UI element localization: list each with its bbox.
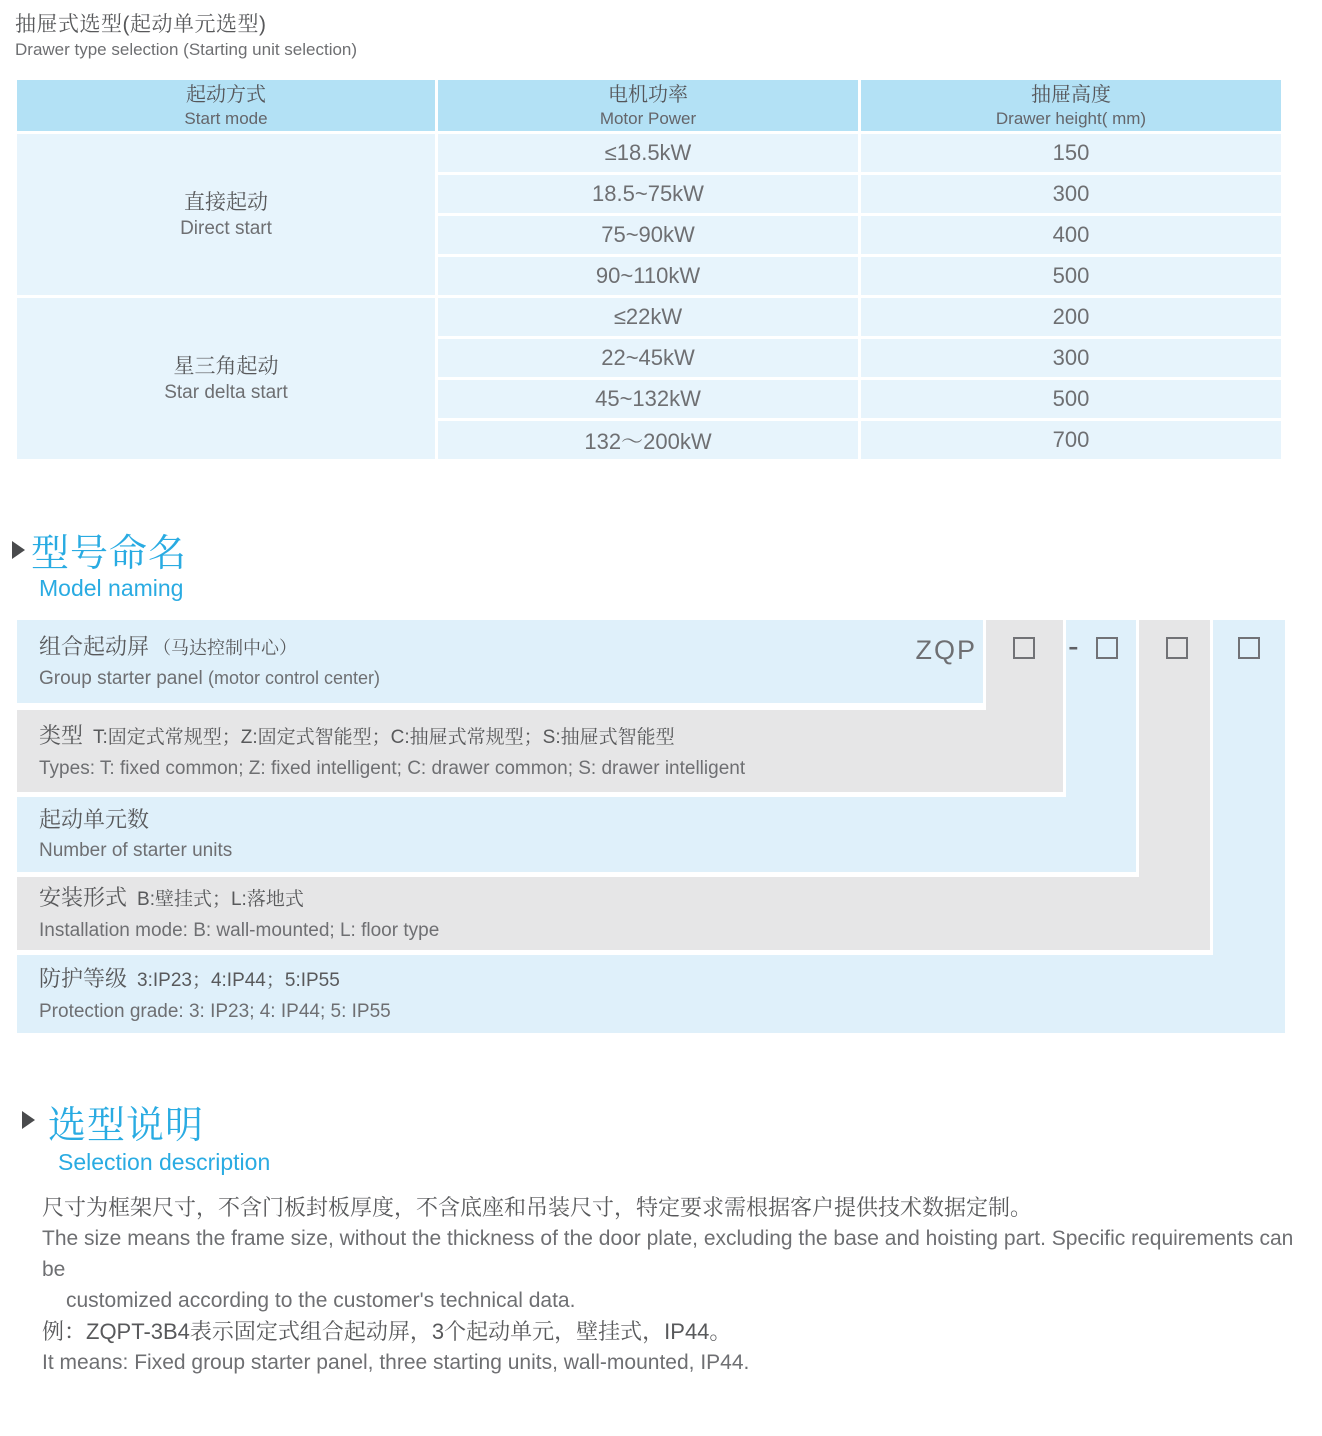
col-header-drawer-height xyxy=(861,80,1281,131)
code-placeholder-box-icon xyxy=(1238,637,1260,659)
col-header-start-mode-cn: 起动方式 xyxy=(186,83,266,106)
table-row xyxy=(17,298,1281,336)
power-cell: 18.5~75kW xyxy=(438,175,858,213)
power-cell: 132～200kW xyxy=(438,421,858,459)
col-header-motor-power-en: Motor Power xyxy=(599,108,697,128)
group-label-en: Star delta start xyxy=(164,381,288,403)
naming-row-cn-sub: （马达控制中心） xyxy=(153,637,298,658)
power-cell: 90~110kW xyxy=(438,257,858,295)
col-header-start-mode xyxy=(17,80,435,131)
model-naming-diagram xyxy=(17,620,1285,1035)
col-header-motor-power xyxy=(438,80,858,131)
naming-row-type xyxy=(17,710,1063,792)
description-line-cn: 尺寸为框架尺寸，不含门板封板厚度，不含底座和吊装尺寸，特定要求需根据客户提供技术数据定制。 xyxy=(42,1195,1033,1220)
naming-row-installation xyxy=(17,877,1210,950)
height-cell: 500 xyxy=(861,380,1281,418)
group-label-cn: 直接起动 xyxy=(184,190,268,214)
naming-row-cn: 防护等级 xyxy=(39,965,128,991)
height-cell: 300 xyxy=(861,339,1281,377)
code-dash-separator: - xyxy=(1068,628,1079,664)
height-cell: 200 xyxy=(861,298,1281,336)
height-cell: 500 xyxy=(861,257,1281,295)
section-heading-model-naming-cn: 型号命名 xyxy=(31,533,188,575)
power-cell: 22~45kW xyxy=(438,339,858,377)
naming-row-cn: 组合起动屏 xyxy=(39,633,150,659)
start-mode-group-star-delta xyxy=(17,298,435,459)
col-header-start-mode-en: Start mode xyxy=(184,108,268,128)
naming-row-cn: 起动单元数 xyxy=(39,807,150,832)
group-label-cn: 星三角起动 xyxy=(173,354,279,378)
naming-row-cn-sub: B:壁挂式；L:落地式 xyxy=(137,889,304,910)
naming-row-en: Installation mode: B: wall-mounted; L: floor type xyxy=(39,920,440,941)
model-prefix-label: ZQP xyxy=(915,635,977,665)
section-heading-selection-cn: 选型说明 xyxy=(48,1105,205,1147)
naming-row-en: Number of starter units xyxy=(39,840,233,861)
section-bullet-icon xyxy=(12,541,25,559)
section-heading-selection-en: Selection description xyxy=(58,1149,271,1175)
height-cell: 400 xyxy=(861,216,1281,254)
col-header-motor-power-cn: 电机功率 xyxy=(608,83,688,106)
code-placeholder-box-icon xyxy=(1096,637,1118,659)
group-label-en: Direct start xyxy=(180,217,272,239)
power-cell: 45~132kW xyxy=(438,380,858,418)
naming-row-units xyxy=(17,797,1136,872)
naming-row-en: Protection grade: 3: IP23; 4: IP44; 5: IP55 xyxy=(39,1000,391,1022)
height-cell: 150 xyxy=(861,134,1281,172)
table-row xyxy=(17,134,1281,172)
example-line-en: It means: Fixed group starter panel, three starting units, wall-mounted, IP44. xyxy=(42,1351,750,1374)
section-heading-model-naming-en: Model naming xyxy=(39,575,184,601)
power-cell: 75~90kW xyxy=(438,216,858,254)
page-title-en: Drawer type selection (Starting unit selection) xyxy=(15,40,358,59)
start-mode-group-direct xyxy=(17,134,435,295)
selection-description-text xyxy=(42,1192,1294,1378)
height-cell: 300 xyxy=(861,175,1281,213)
naming-row-protection xyxy=(17,955,1285,1033)
naming-row-en: Group starter panel xyxy=(39,667,203,689)
drawer-selection-table xyxy=(14,77,1284,462)
col-header-drawer-height-en: Drawer height( mm) xyxy=(995,108,1147,128)
page-title-cn: 抽屉式选型(起动单元选型) xyxy=(15,13,267,36)
col-header-drawer-height-cn: 抽屉高度 xyxy=(1031,83,1111,106)
code-placeholder-box-icon xyxy=(1166,637,1188,659)
description-line-en: The size means the frame size, without the thickness of the door plate, excluding the base and hoisting part. Specific requirements can be xyxy=(42,1227,1294,1281)
power-cell: ≤22kW xyxy=(438,298,858,336)
table-header-row xyxy=(17,80,1281,131)
naming-row-cn: 安装形式 xyxy=(39,885,128,910)
naming-row-en: Types: T: fixed common; Z: fixed intelligent; C: drawer common; S: drawer intelligent xyxy=(39,757,746,779)
naming-row-en-sub: (motor control center) xyxy=(207,667,381,688)
section-bullet-icon xyxy=(22,1111,35,1129)
code-placeholder-box-icon xyxy=(1013,637,1035,659)
naming-row-cn: 类型 xyxy=(39,722,84,748)
naming-row-cn-sub: T:固定式常规型；Z:固定式智能型；C:抽屉式常规型；S:抽屉式智能型 xyxy=(93,726,675,748)
height-cell: 700 xyxy=(861,421,1281,459)
naming-row-cn-sub: 3:IP23；4:IP44；5:IP55 xyxy=(137,969,340,991)
description-line-en: customized according to the customer's technical data. xyxy=(66,1289,576,1312)
power-cell: ≤18.5kW xyxy=(438,134,858,172)
example-line-cn: 例：ZQPT-3B4表示固定式组合起动屏，3个起动单元，壁挂式，IP44。 xyxy=(42,1319,732,1344)
